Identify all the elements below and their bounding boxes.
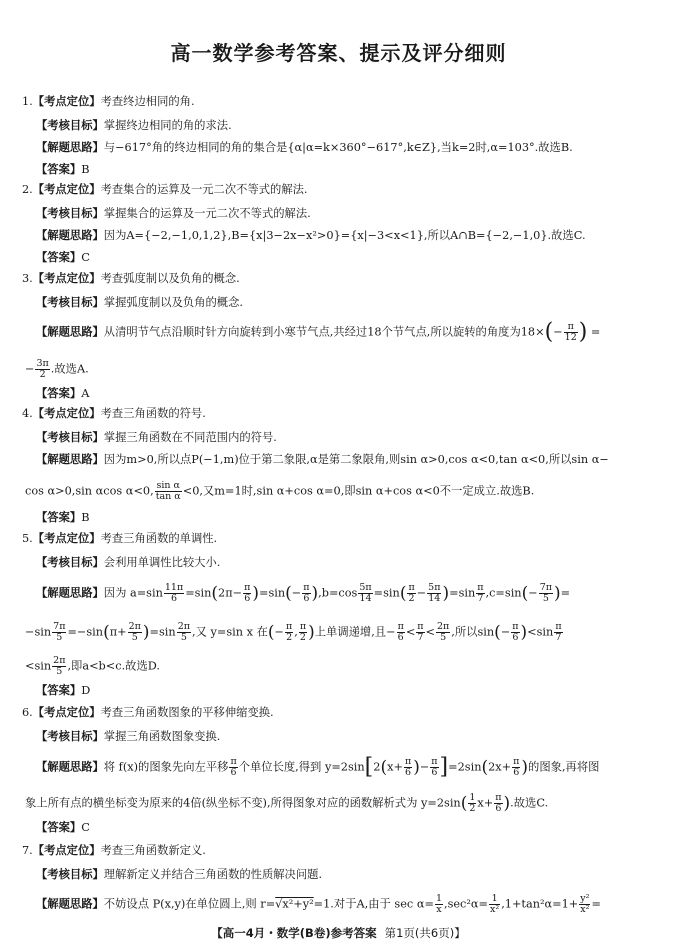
label-js: 【解题思路】 [36,452,104,466]
q3-line-da [36,386,89,401]
q2-kh-text: 掌握集合的运算及一元二次不等式的解法. [103,207,311,220]
q1-line-js [36,140,573,155]
q6-kh-text: 掌握三角函数图象变换. [103,730,221,743]
question-number: 2. [22,183,33,196]
label-da: 【答案】 [36,683,82,697]
label-js: 【解题思路】 [36,759,104,774]
label-js: 【解题思路】 [36,228,104,242]
q5-line-js1: 【解题思路】因为 a=sin $\frac{11\pi}{6}$ =sin(2π− $\frac{\pi}{6}$ )=sin(− $\frac{\pi}{6}$ ),b=cos $\frac{5\pi}{14}$ =sin( $\frac{\pi}{2}$ − $\frac{5\pi}{14}$ )=sin $\frac{\pi}{7}$ ,c=sin(− $\frac{7\pi}{5}$ )= [36,582,571,604]
question-number: 3. [22,272,33,285]
q7-line-kd [22,843,206,858]
sqrt-expression: √x²+y² [275,897,314,911]
footer-title: 【高一4月・数学(B卷)参考答案 [211,926,377,940]
label-kd: 【考点定位】 [32,94,101,108]
q7-line-js: 【解题思路】不妨设点 P(x,y)在单位圆上,则 r=√x²+y²=1.对于A,由于 sec α= $\frac{1}{x}$ ,sec²α= $\frac{1}{\text{x²}}$ ,1+tan²α=1+ $\frac{\text{y²}}{\text{x²}}$ = [36,893,601,915]
label-kd: 【考点定位】 [32,271,101,285]
q2-js-text: 因为A={−2,−1,0,1,2},B={x|3−2x−x²>0}={x|−3<x<1},所以A∩B={−2,−1,0}.故选C. [103,229,586,242]
page-footer [0,925,677,941]
q4-kh-text: 掌握三角函数在不同范围内的符号. [103,431,277,444]
q5-line-js3: <sin $\frac{2\pi}{5}$ ,即a<b<c.故选D. [25,655,160,677]
q1-line-kd [22,94,195,109]
label-js: 【解题思路】 [36,140,104,154]
question-number: 6. [22,706,33,719]
q5-kh-text: 会利用单调性比较大小. [103,556,221,569]
q1-kh-text: 掌握终边相同的角的求法. [103,119,232,132]
q2-line-js [36,228,586,243]
label-da: 【答案】 [36,162,82,176]
label-kh: 【考核目标】 [36,555,104,569]
fraction: $\frac{\pi}{12}$ [564,321,577,343]
q6-line-js2: 象上所有点的横坐标变为原来的4倍(纵坐标不变),所得图象对应的函数解析式为 y=2sin( $\frac{1}{2}$ x+ $\frac{\pi}{6}$ ).故选C. [25,792,549,814]
q4-line-js1 [36,452,609,467]
q1-kd-text: 考查终边相同的角. [100,95,195,108]
label-da: 【答案】 [36,820,82,834]
label-js: 【解题思路】 [36,585,104,600]
q3-kh-text: 掌握弧度制以及负角的概念. [103,296,243,309]
label-da: 【答案】 [36,386,82,400]
fraction: $\frac{3\pi}{2}$ [36,358,49,380]
q3-line-js2: − $\frac{3\pi}{2}$ .故选A. [25,358,89,380]
q5-kd-text: 考查三角函数的单调性. [100,532,218,545]
label-kh: 【考核目标】 [36,206,104,220]
q1-line-kh [36,118,232,133]
q2-kd-text: 考查集合的运算及一元二次不等式的解法. [100,183,308,196]
question-number: 5. [22,532,33,545]
q4-kd-text: 考查三角函数的符号. [100,407,206,420]
q6-line-kh [36,729,220,744]
q3-line-js1: 【解题思路】从清明节气点沿顺时针方向旋转到小寒节气点,共经过18个节气点,所以旋转的角度为18×(− $\frac{\pi}{12}$ ) = [36,319,601,345]
label-kd: 【考点定位】 [32,531,101,545]
q1-js-text: 与−617°角的终边相同的角的集合是{α|α=k×360°−617°,k∈Z},当k=2时,α=103°.故选B. [103,141,573,154]
question-number: 1. [22,95,33,108]
q6-answer: C [81,821,90,834]
q1-answer: B [81,163,90,176]
q5-line-js2: −sin $\frac{7\pi}{5}$ =−sin(π+ $\frac{2\pi}{5}$ )=sin $\frac{2\pi}{5}$ ,又 y=sin x 在(− $\frac{\pi}{2}$ , $\frac{\pi}{2}$ )上单调递增,且− $\frac{\pi}{6}$ < $\frac{\pi}{7}$ < $\frac{2\pi}{5}$ ,所以sin(− $\frac{\pi}{6}$ )<sin $\frac{\pi}{7}$ [25,621,562,643]
label-kh: 【考核目标】 [36,867,104,881]
q7-kd-text: 考查三角函数新定义. [100,844,206,857]
q4-answer: B [81,511,90,524]
label-da: 【答案】 [36,250,82,264]
q6-line-kd [22,705,274,720]
question-number: 4. [22,407,33,420]
q2-line-kh [36,206,311,221]
q6-kd-text: 考查三角函数图象的平移伸缩变换. [100,706,274,719]
q3-js-text-1: 从清明节气点沿顺时针方向旋转到小寒节气点,共经过18个节气点,所以旋转的角度为18× [103,325,545,339]
q7-kh-text: 理解新定义并结合三角函数的性质解决问题. [103,868,323,881]
q5-line-da [36,683,90,698]
q2-line-kd [22,182,308,197]
q1-line-da [36,162,90,177]
q3-line-kd [22,271,240,286]
q4-line-kh [36,430,277,445]
label-kh: 【考核目标】 [36,430,104,444]
q4-line-da [36,510,90,525]
fraction: $\frac{\text{sin α}}{\text{tan α}}$ [155,480,181,502]
q6-line-da [36,820,90,835]
q7-line-kh [36,867,322,882]
label-kd: 【考点定位】 [32,843,101,857]
label-kd: 【考点定位】 [32,406,101,420]
q4-line-js2: cos α>0,sin αcos α<0, $\frac{\text{sin α}}{\text{tan α}}$ <0,又m=1时,sin α+cos α=0,即sin α+cos α<0不一定成立.故选B. [25,480,535,502]
label-kh: 【考核目标】 [36,729,104,743]
question-number: 7. [22,844,33,857]
q5-line-kd [22,531,217,546]
label-kh: 【考核目标】 [36,118,104,132]
label-kh: 【考核目标】 [36,295,104,309]
q4-line-kd [22,406,206,421]
q3-line-kh [36,295,243,310]
label-js: 【解题思路】 [36,324,104,339]
label-kd: 【考点定位】 [32,182,101,196]
q6-line-js1: 【解题思路】将 f(x)的图象先向左平移 $\frac{\pi}{6}$ 个单位长度,得到 y=2sin[2(x+ $\frac{\pi}{6}$ )− $\frac{\pi}{6}$ ]=2sin(2x+ $\frac{\pi}{6}$ )的图象,再将图 [36,754,600,780]
label-js: 【解题思路】 [36,896,104,911]
q2-answer: C [81,251,90,264]
label-da: 【答案】 [36,510,82,524]
q3-kd-text: 考查弧度制以及负角的概念. [100,272,240,285]
q2-line-da [36,250,90,265]
page-title: 高一数学参考答案、提示及评分细则 [170,41,507,65]
label-kd: 【考点定位】 [32,705,101,719]
footer-page-number: 第1页(共6页)】 [384,926,466,940]
q5-line-kh [36,555,220,570]
q5-answer: D [81,684,91,697]
q4-js-text-1: 因为m>0,所以点P(−1,m)位于第二象限,α是第二象限角,则sin α>0,cos α<0,tan α<0,所以sin α− [103,453,609,466]
q3-answer: A [81,387,90,400]
